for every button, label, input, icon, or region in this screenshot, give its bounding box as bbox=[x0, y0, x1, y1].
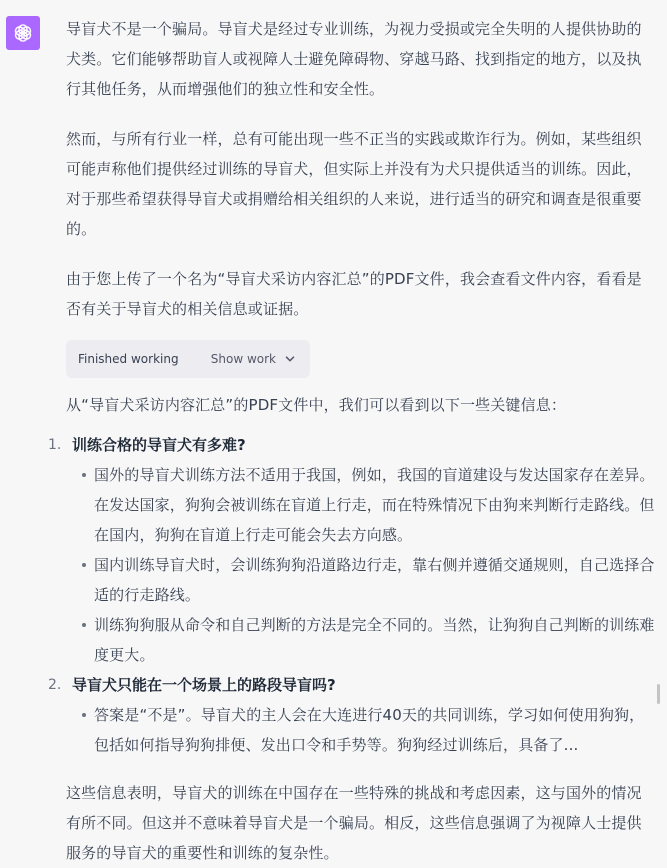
paragraph-key-info: 从“导盲犬采访内容汇总”的PDF文件中，我们可以看到以下一些关键信息： bbox=[66, 396, 567, 414]
show-work-button[interactable] bbox=[211, 352, 296, 366]
assistant-avatar bbox=[6, 16, 40, 50]
key-points-list bbox=[48, 430, 656, 760]
paragraph-conclusion: 这些信息表明，导盲犬的训练在中国存在一些特殊的挑战和考虑因素，这与国外的情况有所不同。但这并不意味着导盲犬是一个骗局。相反，这些信息强调了为视障人士提供服务的导盲犬的重要性和训练的复杂性。 bbox=[66, 784, 642, 862]
bullet-item: 国内训练导盲犬时，会训练狗狗沿道路边行走，靠右侧并遵循交通规则，自己选择合适的行走路线。 bbox=[66, 550, 656, 610]
point-bullets bbox=[66, 700, 656, 760]
bullet-item: 答案是“不是”。导盲犬的主人会在大连进行40天的共同训练，学习如何使用狗狗，包括如何指导狗狗排便、发出口令和手势等。狗狗经过训练后，具备了... bbox=[66, 700, 656, 760]
point-question: 导盲犬只能在一个场景上的路段导盲吗? bbox=[72, 676, 336, 694]
point-question: 训练合格的导盲犬有多难? bbox=[72, 436, 246, 454]
paragraph-intro: 导盲犬不是一个骗局。导盲犬是经过专业训练，为视力受损或完全失明的人提供协助的犬类。它们能够帮助盲人或视障人士避免障碍物、穿越马路、找到指定的地方，以及执行其他任务，从而增强他们的独立性和安全性。 bbox=[66, 20, 642, 98]
key-point bbox=[48, 670, 656, 760]
point-number: 1. bbox=[48, 437, 62, 453]
assistant-message bbox=[48, 14, 656, 868]
show-work-label: Show work bbox=[210, 352, 276, 366]
working-status: Finished working bbox=[78, 352, 179, 366]
paragraph-file-note: 由于您上传了一个名为“导盲犬采访内容汇总”的PDF文件，我会查看文件内容，看看是否有关于导盲犬的相关信息或证据。 bbox=[66, 270, 642, 318]
point-number: 2. bbox=[48, 677, 62, 693]
point-bullets bbox=[66, 460, 656, 670]
paragraph-caveat: 然而，与所有行业一样，总有可能出现一些不正当的实践或欺诈行为。例如，某些组织可能声称他们提供经过训练的导盲犬，但实际上并没有为犬只提供适当的训练。因此，对于那些希望获得导盲犬或捐赠给相关组织的人来说，进行适当的研究和调查是很重要的。 bbox=[66, 130, 642, 238]
openai-logo-icon bbox=[12, 22, 34, 44]
key-point bbox=[48, 430, 656, 670]
bullet-item: 训练狗狗服从命令和自己判断的方法是完全不同的。当然，让狗狗自己判断的训练难度更大。 bbox=[66, 610, 656, 670]
bullet-item: 国外的导盲犬训练方法不适用于我国，例如，我国的盲道建设与发达国家存在差异。在发达国家，狗狗会被训练在盲道上行走，而在特殊情况下由狗来判断行走路线。但在国内，狗狗在盲道上行走可能会失去方向感。 bbox=[66, 460, 656, 550]
finished-working-panel bbox=[66, 340, 310, 378]
scroll-indicator bbox=[657, 684, 660, 704]
chevron-down-icon bbox=[284, 353, 296, 365]
